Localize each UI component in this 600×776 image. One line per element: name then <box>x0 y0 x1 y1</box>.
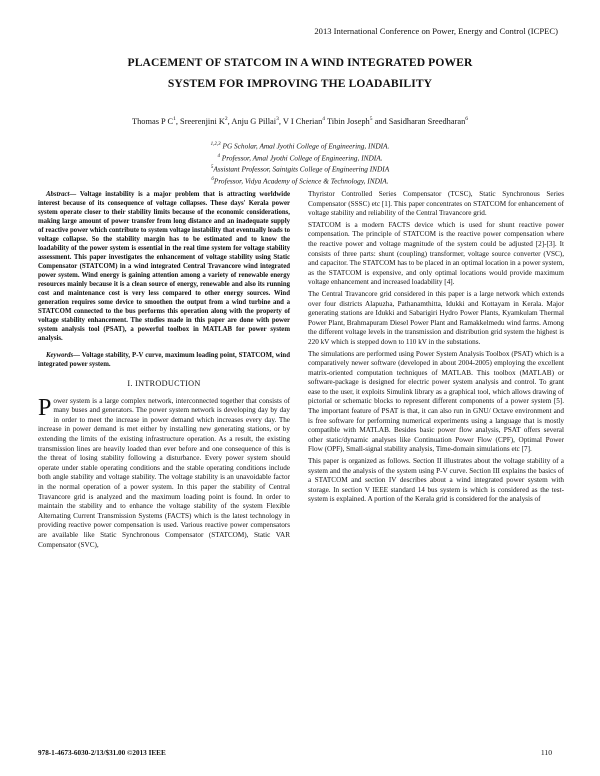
keywords-text: Voltage stability, P-V curve, maximum loading point, STATCOM, wind integrated power system. <box>38 352 290 368</box>
paper-title <box>40 52 560 94</box>
body-paragraph: The Central Travancore grid considered in this paper is a large network which extends over four districts Alapuzha, Pathanamthitta, Idukki and Kottayam in Kerala. Major generating stations are Idukki and Sabarigiri Hydro Power Plants, Kyamkulam Thermal Power Plant, Brahmapuram Diesel Power Plant and Ramakkelmedu wind farms. Among the different voltage levels in the transmission and distribution grid system the highest is 220 kV which is stepped down to 110 kV in the substations. <box>308 289 564 346</box>
abstract-lead: Abstract— <box>46 191 77 198</box>
affiliation-item: $^4$ Professor, Amal Jyothi College of Engineering, INDIA. <box>217 153 383 163</box>
page-number: 110 <box>540 748 552 757</box>
author-name: Anju G Pillai <box>231 116 277 126</box>
affiliation-list <box>40 140 560 187</box>
left-column <box>38 190 290 550</box>
keywords <box>38 351 290 369</box>
affiliation-item: $^5$Assistant Professor, Saintgits College of Engineering INDIA <box>210 164 390 174</box>
conference-header: 2013 International Conference on Power, Energy and Control (ICPEC) <box>314 26 558 36</box>
author-sup: 5 <box>369 116 373 122</box>
abstract-text: Voltage instability is a major problem that is attracting worldwide interest because of its consequence of voltage collapses. These days' Kerala power system operate closer to their stability limits because of the economic considerations, making large amount of power transfer from long distance and an inadequate supply of reactive power which contribute to system voltage instability that eventually leads to voltage collapse. So the stability margin has to be estimated and to know the loadability of the power system is essential in the real time system for voltage stability assessment. This paper investigates the enhancement of voltage stability using Static Compensator (STATCOM) in a wind integrated Central Travancore wind integrated power system. Wind energy is gaining attention among a variety of renewable energy resources mainly because it is a clean source of energy, renewable and also its running cost and maintenance cost is very less compared to other energy sources. Wind generation requires some device to smoothen the output from a wind turbine and a STATCOM connected to the bus performs this operation along with the property of voltage stability enhancement. The studies made in this paper are done with power system analysis tool (PSAT), a powerful toolbox in MATLAB for power system analysis. <box>38 191 290 342</box>
affiliation-item: $^{1,2,3}$ PG Scholar, Amal Jyothi College of Engineering, INDIA. <box>210 141 390 151</box>
drop-cap: P <box>38 394 52 421</box>
body-paragraph: Thyristor Controlled Series Compensator (TCSC), Static Synchronous Series Compensator (SSSC) etc [1]. This paper concentrates on STATCOM for enhancement of voltage stability and reliability of the Central Travancore grid. <box>308 190 564 218</box>
introduction-text: ower system is a large complex network, interconnected together that consists of many buses and generators. The power system network is developing day by day in order to meet the increase in power demand which increases every day. The increase in power demand is met either by installing new generating stations, or by extending the limits of the existing infrastructure operation. As a result, the existing transmission lines are heavily loaded than ever before and one consequence of this is the threat of losing stability following a disturbance. Every power system should operate under stable operating conditions and the stable operating conditions include both angle stability and voltage stability. The voltage stability is an unavoidable factor in the normal operation of a power system. In this paper the stability of Central Travancore grid is analyzed and the maximum loading point is found. In order to maintain the stability and to enhance the voltage stability of the system Flexible Alternating Current Transmission Systems (FACTS) which is the latest technology in providing reactive power compensation is used. Various reactive power compensators are available like Static Synchronous Compensator (STATCOM), Static VAR Compensator (SVC), <box>38 396 290 549</box>
author-sup: 3 <box>276 116 279 122</box>
body-paragraph: STATCOM is a modern FACTS device which is used for shunt reactive power compensation. The principle of STATCOM is the reactive power compensation where the reactive power and voltage magnitude of the system could be adjusted [2]-[3]. It consists of three parts: shunt (coupling) transformer, voltage source converter (VSC), and capacitor. The STATCOM has to be placed in an optimal location in a power system, as the STATCOM is expensive, and only optimal locations would provide maximum voltage enhancement and increased loadability [4]. <box>308 220 564 287</box>
affiliation-item: $^6$Professor, Vidya Academy of Science & Technology, INDIA. <box>211 176 389 186</box>
author-name: V I Cherian <box>282 116 323 126</box>
author-name: Tibin Joseph <box>326 116 370 126</box>
body-paragraph: This paper is organized as follows. Section II illustrates about the voltage stability of a system and the analysis of the system using P-V curve. Section III explains the basics of a STATCOM and section IV describes about a wind integrated power system with storage. In section V IEEE standard 14 bus system is which is considered as the test-system is explained. A portion of the Kerala grid is considered for the analysis of <box>308 457 564 504</box>
right-column <box>308 190 564 507</box>
paper-title-line-2: SYSTEM FOR IMPROVING THE LOADABILITY <box>167 77 433 90</box>
author-name: Sreerenjini K <box>180 116 225 126</box>
introduction-paragraph <box>38 394 290 551</box>
abstract <box>38 190 290 343</box>
author-name: Thomas P C <box>131 116 174 126</box>
author-list: Thomas P $C^1$, Sreerenjini $K^2$, Anju G Pillai$^3$, V I Cherian$^4$ Tibin Joseph$^5$ and Sasidharan Sreedharan$^6$ <box>131 116 469 126</box>
author-sup: 6 <box>465 116 469 122</box>
body-paragraph: The simulations are performed using Power System Analysis Toolbox (PSAT) which is a comparatively newer software (developed in about 2004-2005) employing the excellent matrix-oriented computation techniques of MATLAB. This toolbox (MATLAB) or software-package is designed for electric power system analysis and control. To grant ease to the user, it exploits Simulink library as a graphical tool, which allows drawing of pictorial or schematic blocks to represent different components of a power system [5]. The important feature of PSAT is that, it can also run in GNU/ Octave environment and is free software for performing numerical experiments using a language that is mostly compatible with MATLAB. Besides basic power flow analysis, PSAT offers several other static/dynamic analyses like Continuation Power Flow (CPF), Optimal Power Flow (OPF), Small-signal stability analysis, Time-domain simulations etc [7]. <box>308 349 564 454</box>
keywords-lead: Keywords— <box>46 352 80 359</box>
section-heading-introduction: I. INTRODUCTION <box>127 379 201 388</box>
author-name: Sasidharan Sreedharan <box>388 116 466 126</box>
paper-title-line-1: PLACEMENT OF STATCOM IN A WIND INTEGRATED POWER <box>127 56 473 69</box>
author-sup: 4 <box>322 116 326 122</box>
author-sup: 2 <box>224 116 228 122</box>
footer-isbn: 978-1-4673-6030-2/13/$31.00 ©2013 IEEE <box>38 749 166 757</box>
author-sup: 1 <box>173 116 176 122</box>
